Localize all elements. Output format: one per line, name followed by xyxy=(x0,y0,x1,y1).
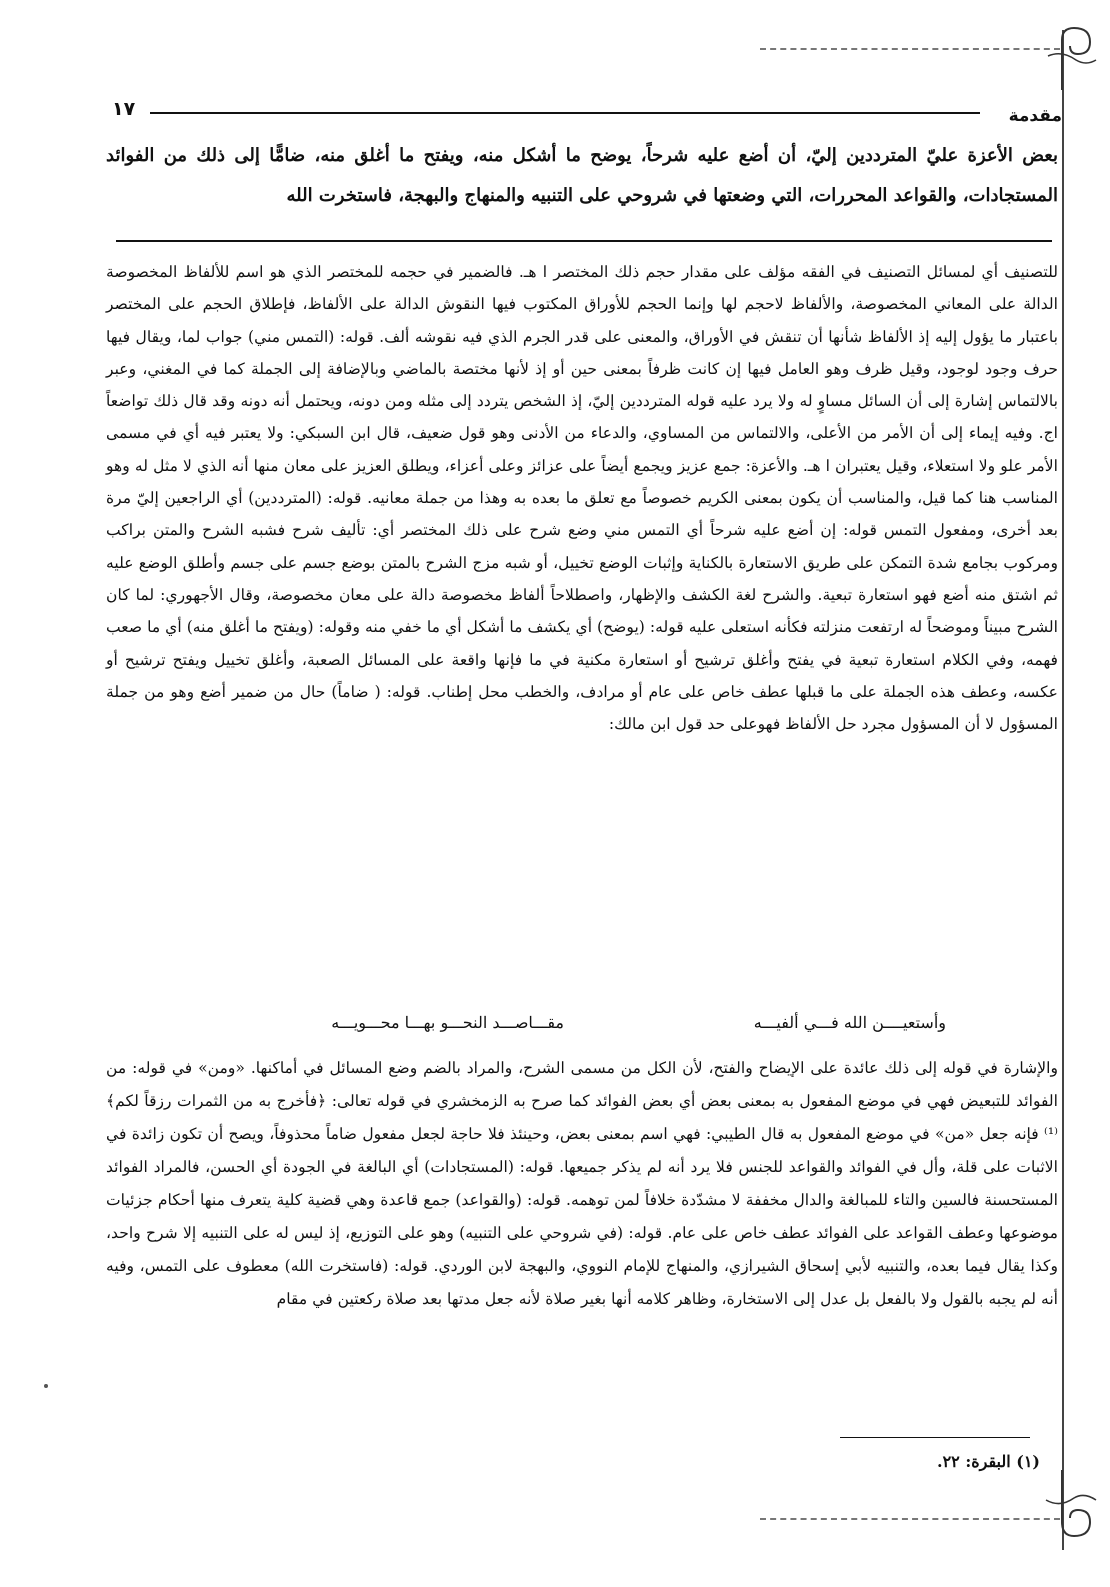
scan-speck xyxy=(44,1384,48,1388)
header-rule xyxy=(150,112,980,114)
running-header xyxy=(112,92,1062,126)
footnote-rule xyxy=(840,1437,1030,1438)
scroll-ornament-top xyxy=(1040,20,1100,90)
footnote: (١) البقرة: ٢٢. xyxy=(936,1452,1040,1471)
text-commentary-divider xyxy=(116,240,1052,242)
commentary-paragraph: للتصنيف أي لمسائل التصنيف في الفقه مؤلف على مقدار حجم ذلك المختصر ا هـ. فالضمير في حجمه للمختصر الذي هو اسم للألفاظ المخصوصة الدالة على المعاني المخصوصة، والألفاظ لاحجم لها وإنما الحجم للأوراق المكتوب فيها النقوش الدالة على الألفاظ، فإطلاق الحجم على المختصر باعتبار ما يؤول إليه إذ الألفاظ شأنها أن تنقش في الأوراق، والمعنى على قدر الجرم الذي فيه نقوشه ألف. قوله: (التمس مني) جواب لما، ويقال فيها حرف وجود لوجود، وقيل ظرف وهو العامل فيها إن كانت ظرفاً بمعنى حين أو إذ لأنها مختصة بالماضي وبالإضافة إلى الجملة كما في المغني، وعبر بالالتماس إشارة إلى أن السائل مساوٍ له ولا يرد عليه قوله المترددين إليّ، إذ الشخص يتردد إلى مثله ومن دونه، ويحتمل أنه دونه وقد قال ذلك تواضعاً اج. وفيه إيماء إلى أن الأمر من الأعلى، والالتماس من المساوي، والدعاء من الأدنى وهو قول ضعيف، قال ابن السبكي: ولا يعتبر فيه أي في مسمى الأمر علو ولا استعلاء، وقيل يعتبران ا هـ. والأعزة: جمع عزيز ويجمع أيضاً على عزائز وعلى أعزاء، ويطلق العزيز على معان منها أنه الذي لا مثل له وهو المناسب هنا كما قيل، والمناسب أن يكون بمعنى الكريم خصوصاً مع تعلق ما بعده به وهذا من جملة معانيه. قوله: (المترددين) أي الراجعين إليّ مرة بعد أخرى، ومفعول التمس قوله: إن أضع عليه شرحاً أي التمس مني وضع شرح على ذلك المختصر أي: تأليف شرح فشبه الشرح والمتن براكب ومركوب بجامع شدة التمكن على طريق الاستعارة بالكناية وإثبات الوضع تخييل، أو شبه مزج الشرح بالمتن بوضع جسم على جسم وأطلق الوضع عليه ثم اشتق منه أضع فهو استعارة تبعية. والشرح لغة الكشف والإظهار، واصطلاحاً ألفاظ مخصوصة دالة على معان مخصوصة، وقال الأجهوري: لما كان الشرح مبيناً وموضحاً له ارتفعت منزلته فكأنه استعلى عليه قوله: (يوضح) أي يكشف ما أشكل أي ما خفي منه وقوله: (ويفتح ما أغلق منه) أي ما صعب فهمه، وفي الكلام استعارة تبعية في يفتح وأغلق ترشيح أو استعارة مكنية في ما فإنها واقعة على المسائل الصعبة، وأغلق تخييل ويفتح ترشيح أو عكسه، وعطف هذه الجملة على ما قبلها عطف خاص على عام أو مرادف، والخطب محل إطناب. قوله: ( ضاماً) حال من ضمير أضع وهو من جملة المسؤول لا أن المسؤول مجرد حل الألفاظ فهوعلى حد قول ابن مالك: xyxy=(106,263,1059,734)
verse-line xyxy=(106,1013,1058,1047)
page-frame-line xyxy=(1062,30,1064,1550)
frame-bottom-ornament xyxy=(760,1518,1060,1520)
scroll-ornament-bottom xyxy=(1040,1470,1100,1550)
verse-hemistich-second: مقـــاصـــد النحـــو بهـــا محـــويـــه xyxy=(331,1013,564,1032)
section-title: مقدمة xyxy=(1008,106,1062,126)
frame-top-ornament xyxy=(760,48,1060,50)
commentary-continued xyxy=(106,1052,1058,1316)
page-number: ١٧ xyxy=(112,98,136,120)
main-text: بعض الأعزة عليّ المترددين إليّ، أن أضع عليه شرحاً، يوضح ما أشكل منه، ويفتح ما أغلق منه، ضامًّا إلى ذلك من الفوائد المستجادات، والقواعد المحررات، التي وضعتها في شروحي على التنبيه والمنهاج والبهجة، فاستخرت الله xyxy=(106,145,1058,206)
commentary-paragraph: والإشارة في قوله إلى ذلك عائدة على الإيضاح والفتح، لأن الكل من مسمى الشرح، والمراد بالضم وضع المسائل في أماكنها. «ومن» في قوله: من الفوائد للتبعيض فهي في موضع المفعول به بمعنى بعض أي بعض الفوائد كما صرح به الزمخشري في قوله تعالى: ﴿فأخرج به من الثمرات رزقاً لكم﴾⁽¹⁾ فإنه جعل «من» في موضع المفعول به قال الطيبي: فهي اسم بمعنى بعض، وحينئذ فلا حاجة لجعل مفعول ضاماً محذوفاً، ويصح أن تكون زائدة في الاثبات على قلة، وأل في الفوائد والقواعد للجنس فلا يرد أنه لم يذكر جميعها. قوله: (المستجادات) أي البالغة في الجودة أي الحسن، فالمراد الفوائد المستحسنة فالسين والتاء للمبالغة والدال مخففة لا مشدّدة خلافاً لمن توهمه. قوله: (والقواعد) جمع قاعدة وهي قضية كلية يتعرف منها أحكام جزئيات موضوعها وعطف القواعد على الفوائد عطف خاص على عام. قوله: (في شروحي على التنبيه) وهو على التوزيع، إذ ليس له على التنبيه إلا شرح واحد، وكذا يقال فيما بعده، والتنبيه لأبي إسحاق الشيرازي، والمنهاج للإمام النووي، والبهجة لابن الوردي. قوله: (فاستخرت الله) معطوف على التمس، وفيه أنه لم يجبه بالقول ولا بالفعل بل عدل إلى الاستخارة، وظاهر كلامه أنها بغير صلاة لأنه جعل مدتها بعد صلاة ركعتين في مقام xyxy=(106,1059,1058,1308)
verse-hemistich-first: وأستعيــــن الله فـــي ألفيـــه xyxy=(753,1013,946,1032)
commentary xyxy=(106,256,1058,740)
